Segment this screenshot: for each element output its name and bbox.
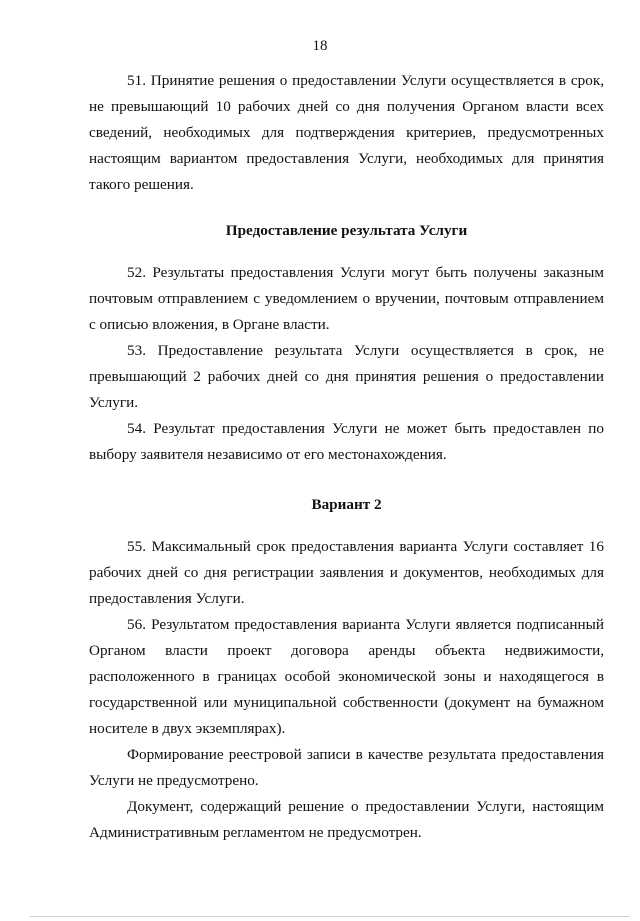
section-heading-variant-2: Вариант 2	[311, 496, 382, 513]
paragraph-51: 51. Принятие решения о предоставлении Услуги осуществляется в срок, не превышающий 10 рабочих дней со дня получения Органом власти всех сведений, необходимых для подтверждения критериев, предусмотренных настоящим вариантом предоставления Услуги, необходимых для принятия такого решения.	[89, 72, 604, 193]
paragraph-56: 56. Результатом предоставления варианта Услуги является подписанный Органом власти проект договора аренды объекта недвижимости, расположенного в границах особой экономической зоны и находящегося в государственной или муниципальной собственности (документ на бумажном носителе в двух экземплярах).	[89, 616, 604, 737]
paragraph-decision-document: Документ, содержащий решение о предоставлении Услуги, настоящим Административным регламентом не предусмотрен.	[89, 798, 604, 841]
paragraph-54: 54. Результат предоставления Услуги не может быть предоставлен по выбору заявителя независимо от его местонахождения.	[89, 420, 604, 463]
paragraph-53: 53. Предоставление результата Услуги осуществляется в срок, не превышающий 2 рабочих дней со дня принятия решения о предоставлении Услуги.	[89, 342, 604, 411]
paragraph-registry-record: Формирование реестровой записи в качестве результата предоставления Услуги не предусмотрено.	[89, 746, 604, 789]
page-number: 18	[312, 38, 328, 54]
document-body	[89, 68, 604, 846]
paragraph-55: 55. Максимальный срок предоставления варианта Услуги составляет 16 рабочих дней со дня регистрации заявления и документов, необходимых для предоставления Услуги.	[89, 538, 604, 607]
paragraph-52: 52. Результаты предоставления Услуги могут быть получены заказным почтовым отправлением с уведомлением о вручении, почтовым отправлением с описью вложения, в Органе власти.	[89, 264, 604, 333]
page-bottom-edge	[30, 916, 630, 917]
section-heading-result-provision: Предоставление результата Услуги	[225, 222, 468, 239]
